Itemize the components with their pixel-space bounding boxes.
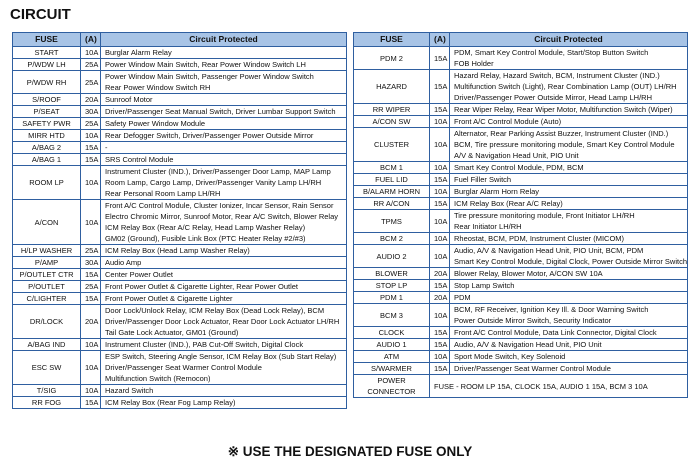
circuit-line: PDM [454,293,471,302]
header-amp: (A) [81,33,101,47]
fuse-amperage: 10A [81,385,101,397]
circuit-line: Blower Relay, Blower Motor, A/CON SW 10A [454,269,603,278]
fuse-name: CLOCK [354,327,430,339]
circuit-protected [101,200,347,245]
fuse-name: PDM 1 [354,292,430,304]
fuse-amperage: 15A [430,47,450,70]
fuse-name: A/CON [13,200,81,245]
fuse-name: FUEL LID [354,174,430,186]
circuit-protected [101,47,347,59]
circuit-protected [450,186,688,198]
circuit-protected [450,70,688,104]
circuit-line: Multifunction Switch (Remocon) [105,374,211,383]
fuse-name: CLUSTER [354,128,430,162]
header-fuse: FUSE [13,33,81,47]
table-row [354,339,688,351]
fuse-name: RR FOG [13,397,81,409]
fuse-name: PDM 2 [354,47,430,70]
circuit-line: Rheostat, BCM, PDM, Instrument Cluster (MICOM) [454,234,625,243]
circuit-protected [101,245,347,257]
table-header-row [354,33,688,47]
table-row [13,339,347,351]
fuse-amperage: 20A [81,305,101,339]
fuse-name: SAFETY PWR [13,118,81,130]
fuse-name: MIRR HTD [13,130,81,142]
circuit-line: Audio Amp [105,258,142,267]
circuit-protected [101,281,347,293]
fuse-amperage: 15A [430,327,450,339]
circuit-line: Rear Personal Room Lamp LH/RH [105,189,221,198]
table-row [354,47,688,70]
fuse-amperage: 10A [81,166,101,200]
circuit-protected [101,130,347,142]
fuse-name: A/BAG 1 [13,154,81,166]
circuit-line: Hazard Switch [105,386,154,395]
fuse-name: H/LP WASHER [13,245,81,257]
fuse-name: BCM 2 [354,233,430,245]
circuit-protected [450,339,688,351]
header-fuse: FUSE [354,33,430,47]
fuse-amperage: 10A [81,200,101,245]
fuse-name: RR WIPER [354,104,430,116]
fuse-amperage: 15A [430,70,450,104]
fuse-name: STOP LP [354,280,430,292]
fuse-amperage: 15A [430,174,450,186]
circuit-line: Safety Power Window Module [105,119,206,128]
circuit-line: Driver/Passenger Power Outside Mirror, Head Lamp LH/RH [454,93,652,102]
circuit-protected [101,339,347,351]
fuse-amperage: 15A [81,269,101,281]
circuit-protected [101,94,347,106]
fuse-amperage: 20A [430,292,450,304]
fuse-amperage: 25A [81,59,101,71]
table-row [354,70,688,104]
circuit-protected [101,106,347,118]
circuit-line: BCM, Tire pressure monitoring module, Smart Key Control Module [454,140,675,149]
circuit-line: Driver/Passenger Seat Manual Switch, Driver Lumbar Support Switch [105,107,336,116]
fuse-name: A/CON SW [354,116,430,128]
circuit-protected [450,292,688,304]
fuse-amperage: 20A [81,94,101,106]
circuit-line: Front Power Outlet & Cigarette Lighter [105,294,233,303]
fuse-amperage: 10A [430,162,450,174]
header-circuit: Circuit Protected [450,33,688,47]
circuit-protected [450,245,688,268]
fuse-name: P/AMP [13,257,81,269]
circuit-protected [450,363,688,375]
fuse-amperage: 10A [430,245,450,268]
fuse-name: AUDIO 2 [354,245,430,268]
circuit-line: ESP Switch, Steering Angle Sensor, ICM Relay Box (Sub Start Relay) [105,352,337,361]
fuse-name: AUDIO 1 [354,339,430,351]
circuit-line: ICM Relay Box (Head Lamp Washer Relay) [105,246,250,255]
fuse-amperage: 15A [81,142,101,154]
table-row [13,269,347,281]
table-header-row [13,33,347,47]
fuse-amperage: 25A [81,281,101,293]
circuit-line: FUSE - ROOM LP 15A, CLOCK 15A, AUDIO 1 15A, BCM 3 10A [434,381,648,391]
circuit-line: Rear Initiator LH/RH [454,222,522,231]
table-row [13,281,347,293]
table-row [354,304,688,327]
table-row [354,128,688,162]
fuse-amperage: 25A [81,118,101,130]
circuit-line: Power Window Main Switch, Rear Power Window Switch LH [105,60,306,69]
table-row [13,305,347,339]
fuse-name: DR/LOCK [13,305,81,339]
table-row [354,233,688,245]
fuse-amperage: 15A [81,397,101,409]
table-row [354,327,688,339]
fuse-amperage: 15A [81,293,101,305]
circuit-protected [101,257,347,269]
circuit-protected [450,198,688,210]
fuse-name: B/ALARM HORN [354,186,430,198]
page-title: CIRCUIT [10,6,71,23]
circuit-protected [450,47,688,70]
table-row [13,257,347,269]
circuit-protected [450,304,688,327]
table-row [13,154,347,166]
fuse-name: S/WARMER [354,363,430,375]
table-row [13,293,347,305]
table-row [13,245,347,257]
circuit-line: Alternator, Rear Parking Assist Buzzer, Instrument Cluster (IND.) [454,129,669,138]
fuse-amperage: 10A [430,210,450,233]
table-row [354,375,688,398]
fuse-name: ESC SW [13,351,81,385]
fuse-name: START [13,47,81,59]
fuse-amperage: 15A [430,339,450,351]
fuse-amperage: 10A [430,116,450,128]
circuit-line: Front A/C Control Module, Data Link Connector, Digital Clock [454,328,657,337]
fuse-name: BCM 1 [354,162,430,174]
table-row [354,162,688,174]
circuit-protected [450,174,688,186]
circuit-line: Front A/C Control Module, Cluster Ionizer, Incar Sensor, Rain Sensor [105,201,334,210]
fuse-name: ROOM LP [13,166,81,200]
circuit-line: Power Outside Mirror Switch, Security Indicator [454,316,612,325]
circuit-protected [101,397,347,409]
circuit-protected [450,351,688,363]
table-row [354,268,688,280]
fuse-name: ATM [354,351,430,363]
circuit-line: Stop Lamp Switch [454,281,515,290]
circuit-line: Instrument Cluster (IND.), PAB Cut-Off Switch, Digital Clock [105,340,304,349]
table-row [354,292,688,304]
circuit-line: Front Power Outlet & Cigarette Lighter, Rear Power Outlet [105,282,299,291]
fuse-name: C/LIGHTER [13,293,81,305]
circuit-line: BCM, RF Receiver, Ignition Key Ill. & Door Warning Switch [454,305,649,314]
circuit-line: Instrument Cluster (IND.), Driver/Passenger Door Lamp, MAP Lamp [105,167,331,176]
circuit-protected [101,59,347,71]
designated-fuse-note: ※ USE THE DESIGNATED FUSE ONLY [227,444,473,459]
fuse-name: RR A/CON [354,198,430,210]
circuit-protected [101,269,347,281]
header-amp: (A) [430,33,450,47]
circuit-protected [450,268,688,280]
table-row [354,174,688,186]
fuse-amperage: 10A [430,128,450,162]
table-row [354,104,688,116]
fuse-name: P/OUTLET [13,281,81,293]
table-row [13,142,347,154]
circuit-line: SRS Control Module [105,155,174,164]
table-row [13,106,347,118]
circuit-protected [101,118,347,130]
circuit-line: Hazard Relay, Hazard Switch, BCM, Instrument Cluster (IND.) [454,71,660,80]
circuit-line: Smart Key Control Module, PDM, BCM [454,163,584,172]
circuit-line: FOB Holder [454,59,494,68]
header-circuit: Circuit Protected [101,33,347,47]
fuse-amperage: 30A [81,106,101,118]
table-row [13,130,347,142]
circuit-line: Tire pressure monitoring module, Front Initiator LH/RH [454,211,635,220]
fuse-amperage: 15A [430,104,450,116]
table-row [354,363,688,375]
circuit-protected [101,385,347,397]
circuit-line: Power Window Main Switch, Passenger Power Window Switch [105,72,314,81]
circuit-protected [450,280,688,292]
circuit-protected [450,116,688,128]
fuse-name: TPMS [354,210,430,233]
table-row [354,210,688,233]
table-row [354,198,688,210]
circuit-line: Multifunction Switch (Light), Rear Combination Lamp (OUT) LH/RH [454,82,677,91]
fuse-amperage: 10A [81,130,101,142]
fuse-amperage: 10A [81,351,101,385]
fuse-amperage: 25A [81,71,101,94]
fuse-amperage: 15A [81,154,101,166]
circuit-protected [450,327,688,339]
fuse-name: A/BAG 2 [13,142,81,154]
circuit-line: Center Power Outlet [105,270,173,279]
fuse-name: BLOWER [354,268,430,280]
fuse-name: P/WDW LH [13,59,81,71]
circuit-line: Sunroof Motor [105,95,153,104]
fuse-table-right [353,32,688,398]
fuse-amperage: 20A [430,268,450,280]
fuse-name: P/SEAT [13,106,81,118]
fuse-amperage: 10A [430,233,450,245]
table-row [354,186,688,198]
table-row [13,94,347,106]
circuit-line: Tail Gate Lock Actuator, GM01 (Ground) [105,328,239,337]
table-row [13,59,347,71]
circuit-protected [101,351,347,385]
table-row [13,47,347,59]
table-row [13,397,347,409]
circuit-line: Fuel Filler Switch [454,175,512,184]
circuit-protected [430,375,688,398]
circuit-line: ICM Relay Box (Rear Fog Lamp Relay) [105,398,236,407]
circuit-protected [101,166,347,200]
table-row [13,385,347,397]
circuit-protected [101,71,347,94]
fuse-name: T/SIG [13,385,81,397]
fuse-amperage: 15A [430,280,450,292]
circuit-line: Driver/Passenger Seat Warmer Control Module [105,363,262,372]
circuit-line: Audio, A/V & Navigation Head Unit, PIO Unit, BCM, PDM [454,246,644,255]
circuit-line: Room Lamp, Cargo Lamp, Driver/Passenger Vanity Lamp LH/RH [105,178,322,187]
circuit-line: Audio, A/V & Navigation Head Unit, PIO Unit [454,340,602,349]
circuit-protected [101,154,347,166]
circuit-protected [101,305,347,339]
circuit-protected [450,162,688,174]
table-row [13,71,347,94]
circuit-line: Electro Chromic Mirror, Sunroof Motor, Rear A/C Switch, Blower Relay [105,212,338,221]
fuse-table-left [12,32,347,409]
fuse-name: S/ROOF [13,94,81,106]
circuit-line: Rear Power Window Switch RH [105,83,211,92]
circuit-protected [101,142,347,154]
circuit-protected [450,233,688,245]
table-row [13,166,347,200]
circuit-line: Door Lock/Unlock Relay, ICM Relay Box (Dead Lock Relay), BCM [105,306,325,315]
circuit-line: Burglar Alarm Horn Relay [454,187,540,196]
circuit-protected [450,104,688,116]
circuit-line: A/V & Navigation Head Unit, PIO Unit [454,151,579,160]
table-row [354,280,688,292]
circuit-line: Smart Key Control Module, Digital Clock, Power Outside Mirror Switch [454,257,687,266]
circuit-line: ICM Relay Box (Rear A/C Relay, Head Lamp Washer Relay) [105,223,306,232]
fuse-amperage: 15A [430,363,450,375]
fuse-amperage: 25A [81,245,101,257]
circuit-line: Sport Mode Switch, Key Solenoid [454,352,566,361]
circuit-line: Burglar Alarm Relay [105,48,172,57]
circuit-line: - [105,143,108,152]
fuse-amperage: 10A [430,304,450,327]
table-row [13,200,347,245]
circuit-line: Driver/Passenger Seat Warmer Control Module [454,364,611,373]
circuit-line: Rear Wiper Relay, Rear Wiper Motor, Multifunction Switch (Wiper) [454,105,673,114]
fuse-amperage: 10A [81,339,101,351]
fuse-name: P/WDW RH [13,71,81,94]
circuit-line: Rear Defogger Switch, Driver/Passenger Power Outside Mirror [105,131,314,140]
fuse-amperage: 10A [430,351,450,363]
circuit-line: Front A/C Control Module (Auto) [454,117,562,126]
circuit-line: GM02 (Ground), Fusible Link Box (PTC Heater Relay #2/#3) [105,234,306,243]
circuit-protected [450,128,688,162]
fuse-amperage: 10A [430,186,450,198]
fuse-name: A/BAG IND [13,339,81,351]
fuse-name: POWER CONNECTOR [354,375,430,398]
table-row [13,351,347,385]
fuse-name: HAZARD [354,70,430,104]
table-row [13,118,347,130]
circuit-line: Driver/Passenger Door Lock Actuator, Rear Door Lock Actuator LH/RH [105,317,340,326]
table-row [354,351,688,363]
circuit-line: PDM, Smart Key Control Module, Start/Stop Button Switch [454,48,649,57]
table-row [354,116,688,128]
fuse-name: BCM 3 [354,304,430,327]
fuse-amperage: 30A [81,257,101,269]
circuit-line: ICM Relay Box (Rear A/C Relay) [454,199,563,208]
fuse-name: P/OUTLET CTR [13,269,81,281]
fuse-amperage: 10A [81,47,101,59]
fuse-amperage: 15A [430,198,450,210]
table-row [354,245,688,268]
circuit-protected [101,293,347,305]
circuit-protected [450,210,688,233]
